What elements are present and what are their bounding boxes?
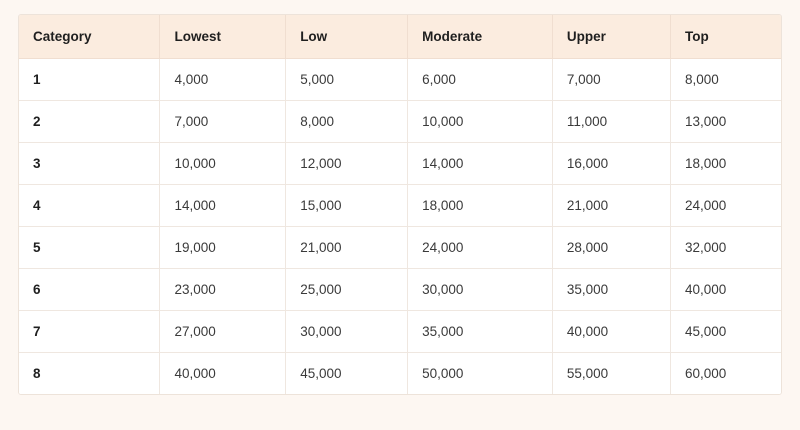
cell-upper: 35,000 — [552, 269, 670, 311]
cell-low: 30,000 — [286, 311, 408, 353]
cell-low: 45,000 — [286, 353, 408, 395]
cell-lowest: 14,000 — [160, 185, 286, 227]
cell-low: 5,000 — [286, 59, 408, 101]
cell-top: 13,000 — [670, 101, 781, 143]
cell-moderate: 24,000 — [408, 227, 553, 269]
cell-low: 12,000 — [286, 143, 408, 185]
table-header-row — [19, 15, 781, 59]
cell-lowest: 23,000 — [160, 269, 286, 311]
cell-moderate: 35,000 — [408, 311, 553, 353]
table-row — [19, 185, 781, 227]
cell-category: 5 — [19, 227, 160, 269]
table-row — [19, 353, 781, 395]
cell-upper: 21,000 — [552, 185, 670, 227]
column-header-category: Category — [19, 15, 160, 59]
cell-moderate: 30,000 — [408, 269, 553, 311]
cell-category: 7 — [19, 311, 160, 353]
cell-top: 40,000 — [670, 269, 781, 311]
cell-top: 60,000 — [670, 353, 781, 395]
column-header-upper: Upper — [552, 15, 670, 59]
cell-top: 45,000 — [670, 311, 781, 353]
cell-upper: 16,000 — [552, 143, 670, 185]
cell-top: 8,000 — [670, 59, 781, 101]
cell-moderate: 10,000 — [408, 101, 553, 143]
table-body — [19, 59, 781, 395]
cell-lowest: 10,000 — [160, 143, 286, 185]
table-header — [19, 15, 781, 59]
cell-upper: 28,000 — [552, 227, 670, 269]
cell-lowest: 40,000 — [160, 353, 286, 395]
cell-lowest: 4,000 — [160, 59, 286, 101]
cell-upper: 55,000 — [552, 353, 670, 395]
cell-top: 32,000 — [670, 227, 781, 269]
table-row — [19, 143, 781, 185]
cell-low: 15,000 — [286, 185, 408, 227]
column-header-low: Low — [286, 15, 408, 59]
cell-upper: 40,000 — [552, 311, 670, 353]
cell-upper: 7,000 — [552, 59, 670, 101]
table-row — [19, 269, 781, 311]
column-header-lowest: Lowest — [160, 15, 286, 59]
cell-upper: 11,000 — [552, 101, 670, 143]
cell-moderate: 50,000 — [408, 353, 553, 395]
cell-category: 2 — [19, 101, 160, 143]
cell-low: 8,000 — [286, 101, 408, 143]
cell-top: 18,000 — [670, 143, 781, 185]
cell-moderate: 6,000 — [408, 59, 553, 101]
cell-low: 25,000 — [286, 269, 408, 311]
table-row — [19, 59, 781, 101]
cell-category: 4 — [19, 185, 160, 227]
cell-moderate: 14,000 — [408, 143, 553, 185]
column-header-top: Top — [670, 15, 781, 59]
table-row — [19, 311, 781, 353]
cell-category: 8 — [19, 353, 160, 395]
cell-lowest: 19,000 — [160, 227, 286, 269]
table-row — [19, 227, 781, 269]
cell-low: 21,000 — [286, 227, 408, 269]
cell-lowest: 27,000 — [160, 311, 286, 353]
column-header-moderate: Moderate — [408, 15, 553, 59]
data-table — [19, 15, 781, 394]
data-table-container — [18, 14, 782, 395]
cell-moderate: 18,000 — [408, 185, 553, 227]
cell-category: 3 — [19, 143, 160, 185]
cell-category: 1 — [19, 59, 160, 101]
cell-category: 6 — [19, 269, 160, 311]
table-row — [19, 101, 781, 143]
cell-top: 24,000 — [670, 185, 781, 227]
cell-lowest: 7,000 — [160, 101, 286, 143]
